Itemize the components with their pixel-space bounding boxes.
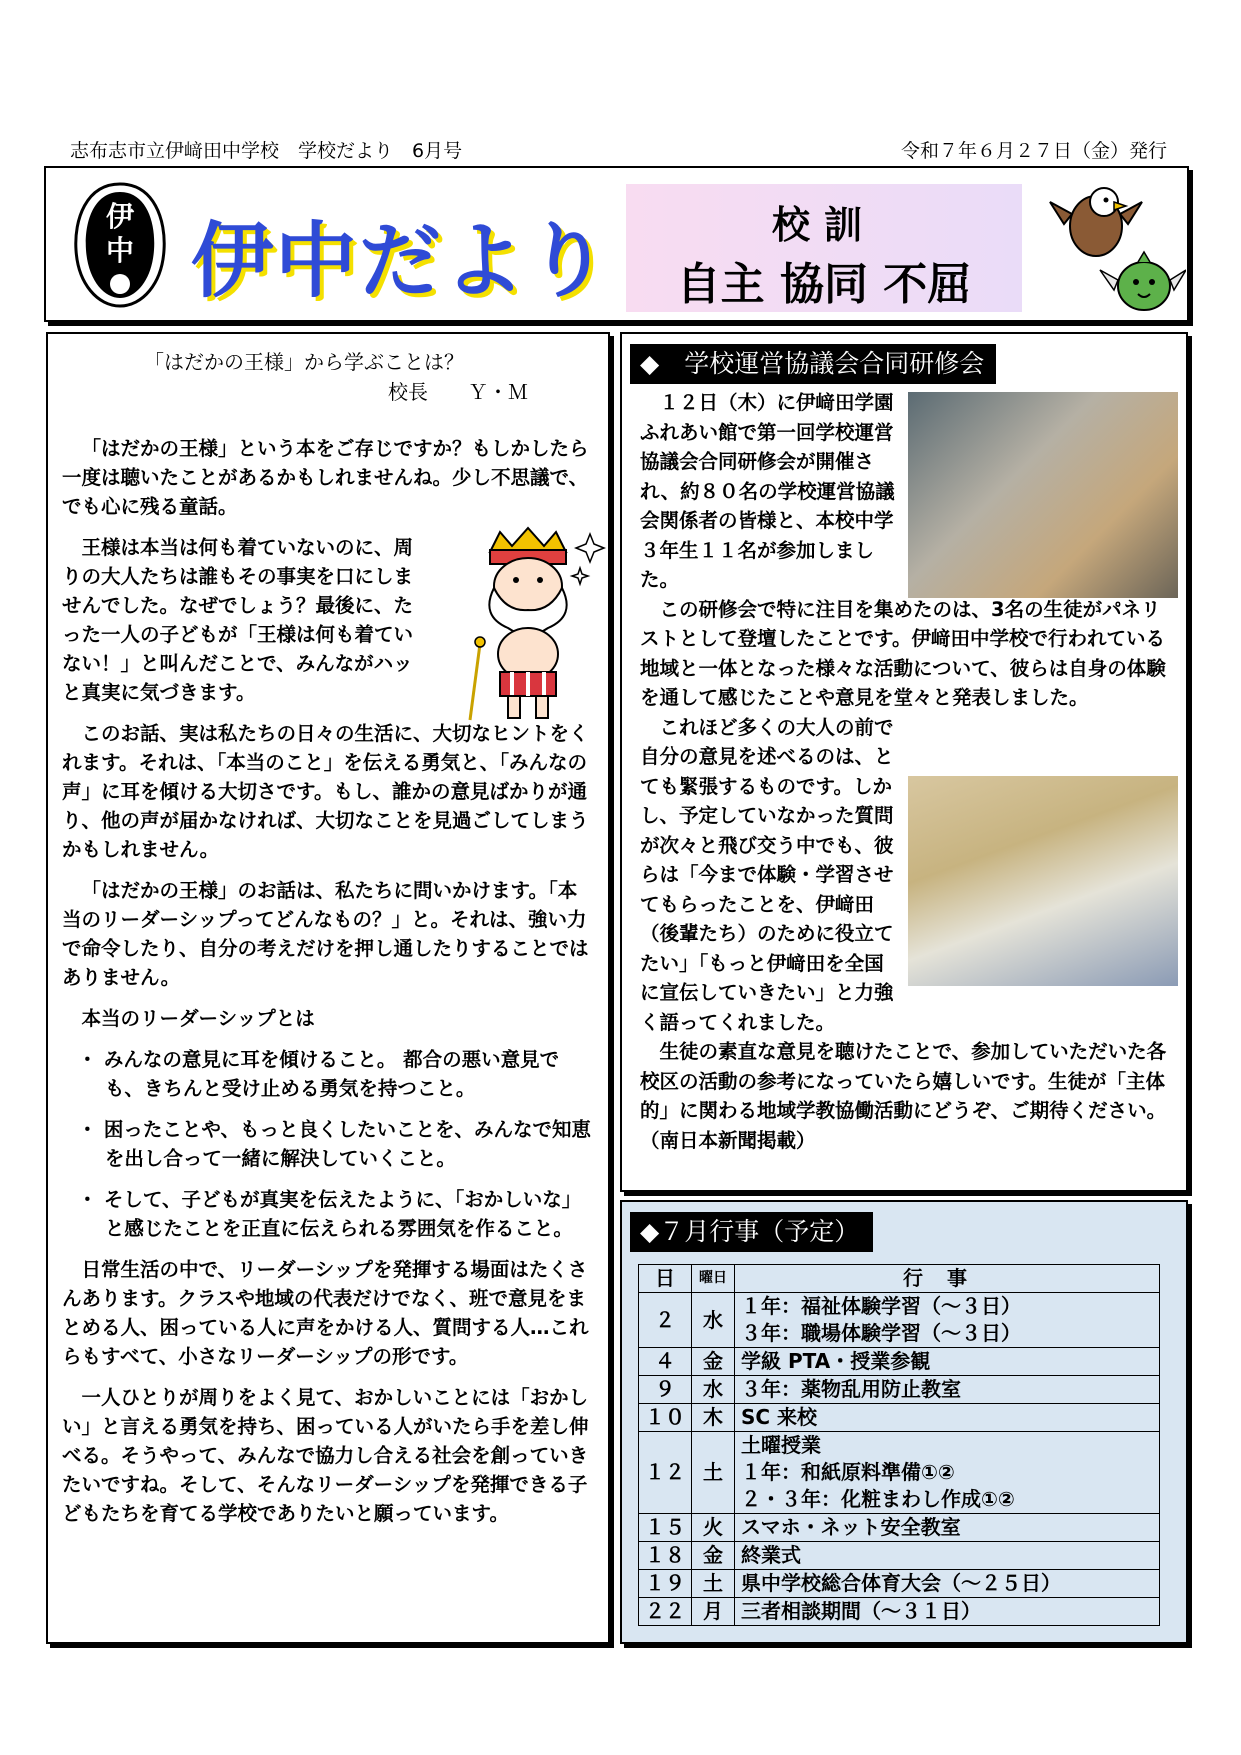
event-day: ９: [639, 1376, 692, 1404]
table-row: [639, 1514, 1160, 1542]
event-day: ２２: [639, 1598, 692, 1626]
event-description: [735, 1348, 1160, 1376]
school-line: 志布志市立伊﨑田中学校 学校だより 6月号: [70, 140, 463, 162]
event-line: 土曜授業: [741, 1433, 821, 1457]
event-weekday: 土: [692, 1570, 735, 1598]
event-line: 終業式: [741, 1543, 801, 1567]
events-heading: ◆７月行事（予定）: [630, 1212, 873, 1252]
motto-values: 自主 協同 不屈: [676, 259, 972, 310]
event-line: SC 来校: [741, 1405, 818, 1429]
events-table: [638, 1264, 1160, 1626]
event-weekday: 木: [692, 1404, 735, 1432]
event-weekday: 金: [692, 1542, 735, 1570]
table-row: [639, 1432, 1160, 1514]
event-line: 学級 PTA・授業参観: [741, 1349, 931, 1373]
article-body: [640, 388, 1178, 1155]
event-description: [735, 1432, 1160, 1514]
column-header-day: 日: [639, 1265, 692, 1293]
emblem-text-1: 伊: [105, 200, 135, 233]
article-paragraph: これほど多くの大人の前で自分の意見を述べるのは、とても緊張するものです。しかし、予定していなかった質問が次々と飛び交う中でも、彼らは「今まで体験・学習させてもらったことを、伊﨑田（後輩たち）のために役立てたい」「もっと伊﨑田を全国に宣伝していきたい」と力強く語ってくれました。: [640, 715, 894, 1034]
table-row: [639, 1542, 1160, 1570]
event-weekday: 水: [692, 1376, 735, 1404]
article-paragraph: この研修会で特に注目を集めたのは、3名の生徒がパネリストとして登壇したことです。伊﨑田中学校で行われている地域と一体となった様々な活動について、彼らは自身の体験を通して感じたことや意見を堂々と発表しました。: [640, 597, 1166, 709]
event-line: 県中学校総合体育大会（～２５日）: [741, 1571, 1061, 1595]
column-header-weekday: 曜日: [692, 1265, 735, 1293]
leadership-list: [62, 1045, 594, 1243]
article-paragraph: 生徒の素直な意見を聴けたことで、参加していただいた各校区の活動の参考になっていたら嬉しいです。生徒が「主体的」に関わる地域学教協働活動にどうぞ、ご期待ください。（南日本新聞掲載）: [640, 1040, 1167, 1152]
table-row: [639, 1293, 1160, 1348]
essay-paragraph: このお話、実は私たちの日々の生活に、大切なヒントをくれます。それは、「本当のこと」を伝える勇気と、「みんなの声」に耳を傾ける大切さです。もし、誰かの意見ばかりが通り、他の声が届かなければ、大切なことを見過ごしてしまうかもしれません。: [62, 722, 589, 861]
motto-title: 校訓: [771, 202, 876, 247]
principal-essay-panel: [46, 332, 610, 1644]
events-panel: [620, 1200, 1188, 1644]
essay-paragraph: 「はだかの王様」という本をご存じですか？もしかしたら一度は聴いたことがあるかもしれませんね。少し不思議で、でも心に残る童話。: [62, 437, 589, 518]
event-weekday: 水: [692, 1293, 735, 1348]
masthead-title: 伊中だより: [191, 214, 612, 309]
emblem-text-2: 中: [105, 234, 135, 267]
article-heading: ◆ 学校運営協議会合同研修会: [630, 344, 996, 384]
event-day: ２: [639, 1293, 692, 1348]
event-day: ４: [639, 1348, 692, 1376]
event-description: [735, 1293, 1160, 1348]
table-row: [639, 1404, 1160, 1432]
event-day: １０: [639, 1404, 692, 1432]
event-line: １年：和紙原料準備①②: [741, 1460, 955, 1484]
event-weekday: 土: [692, 1432, 735, 1514]
event-line: ２・３年：化粧まわし作成①②: [741, 1487, 1015, 1511]
event-day: １２: [639, 1432, 692, 1514]
event-line: １年：福祉体験学習（～３日）: [741, 1294, 1021, 1318]
essay-paragraph: 日常生活の中で、リーダーシップを発揮する場面はたくさんあります。クラスや地域の代表だけでなく、班で意見をまとめる人、困っている人に声をかける人、質問する人…これらもすべて、小さなリーダーシップの形です。: [62, 1258, 589, 1368]
issue-date: 令和７年６月２７日（金）発行: [900, 140, 1167, 162]
list-item: ・ みんなの意見に耳を傾けること。 都合の悪い意見でも、きちんと受け止める勇気を持つこと。: [77, 1048, 560, 1100]
motto-box: [626, 184, 1022, 312]
table-row: [639, 1570, 1160, 1598]
event-description: [735, 1570, 1160, 1598]
essay-body: [62, 434, 594, 1540]
event-description: [735, 1514, 1160, 1542]
event-description: [735, 1404, 1160, 1432]
masthead-box: [44, 166, 1189, 322]
event-description: [735, 1598, 1160, 1626]
event-line: ３年：薬物乱用防止教室: [741, 1377, 961, 1401]
essay-author: 校長 Ｙ・Ｍ: [388, 380, 528, 404]
table-row: [639, 1348, 1160, 1376]
list-item: ・ そして、子どもが真実を伝えたように、「おかしいな」と感じたことを正直に伝えられる雰囲気を作ること。: [77, 1188, 582, 1240]
essay-paragraph: 王様は本当は何も着ていないのに、周りの大人たちは誰もその事実を口にしませんでした。なぜでしょう？最後に、たった一人の子どもが「王様は何も着ていない！」と叫んだことで、みんながハッと真実に気づきます。: [62, 536, 414, 704]
event-weekday: 金: [692, 1348, 735, 1376]
event-line: スマホ・ネット安全教室: [741, 1515, 961, 1539]
list-item: ・ 困ったことや、もっと良くしたいことを、みんなで知恵を出し合って一緒に解決していくこと。: [77, 1118, 591, 1170]
essay-paragraph: 本当のリーダーシップとは: [81, 1007, 315, 1030]
event-weekday: 月: [692, 1598, 735, 1626]
event-day: １５: [639, 1514, 692, 1542]
essay-title: 「はだかの王様」から学ぶことは？: [144, 350, 464, 374]
event-day: １８: [639, 1542, 692, 1570]
table-header-row: [639, 1265, 1160, 1293]
event-line: 三者相談期間（～３１日）: [741, 1599, 981, 1623]
event-line: ３年：職場体験学習（～３日）: [741, 1321, 1021, 1345]
event-description: [735, 1376, 1160, 1404]
school-emblem-icon: [68, 180, 172, 310]
mascot-illustration-icon: [1046, 174, 1186, 318]
event-weekday: 火: [692, 1514, 735, 1542]
event-description: [735, 1542, 1160, 1570]
table-row: [639, 1598, 1160, 1626]
article-paragraph: １２日（木）に伊﨑田学園ふれあい館で第一回学校運営協議会合同研修会が開催され、約８０名の学校運営協議会関係者の皆様と、本校中学３年生１１名が参加しました。: [640, 391, 895, 591]
article-panel: [620, 332, 1188, 1192]
event-day: １９: [639, 1570, 692, 1598]
column-header-event: 行事: [735, 1265, 1160, 1293]
essay-paragraph: 「はだかの王様」のお話は、私たちに問いかけます。「本当のリーダーシップってどんなもの？」と。それは、強い力で命令したり、自分の考えだけを押し通したりすることではありません。: [62, 879, 589, 989]
essay-paragraph: 一人ひとりが周りをよく見て、おかしいことには「おかしい」と言える勇気を持ち、困っている人がいたら手を差し伸べる。そうやって、みんなで協力し合える社会を創っていきたいですね。そして、そんなリーダーシップを発揮できる子どもたちを育てる学校でありたいと願っています。: [62, 1386, 589, 1525]
table-row: [639, 1376, 1160, 1404]
events-table-body: [639, 1293, 1160, 1626]
